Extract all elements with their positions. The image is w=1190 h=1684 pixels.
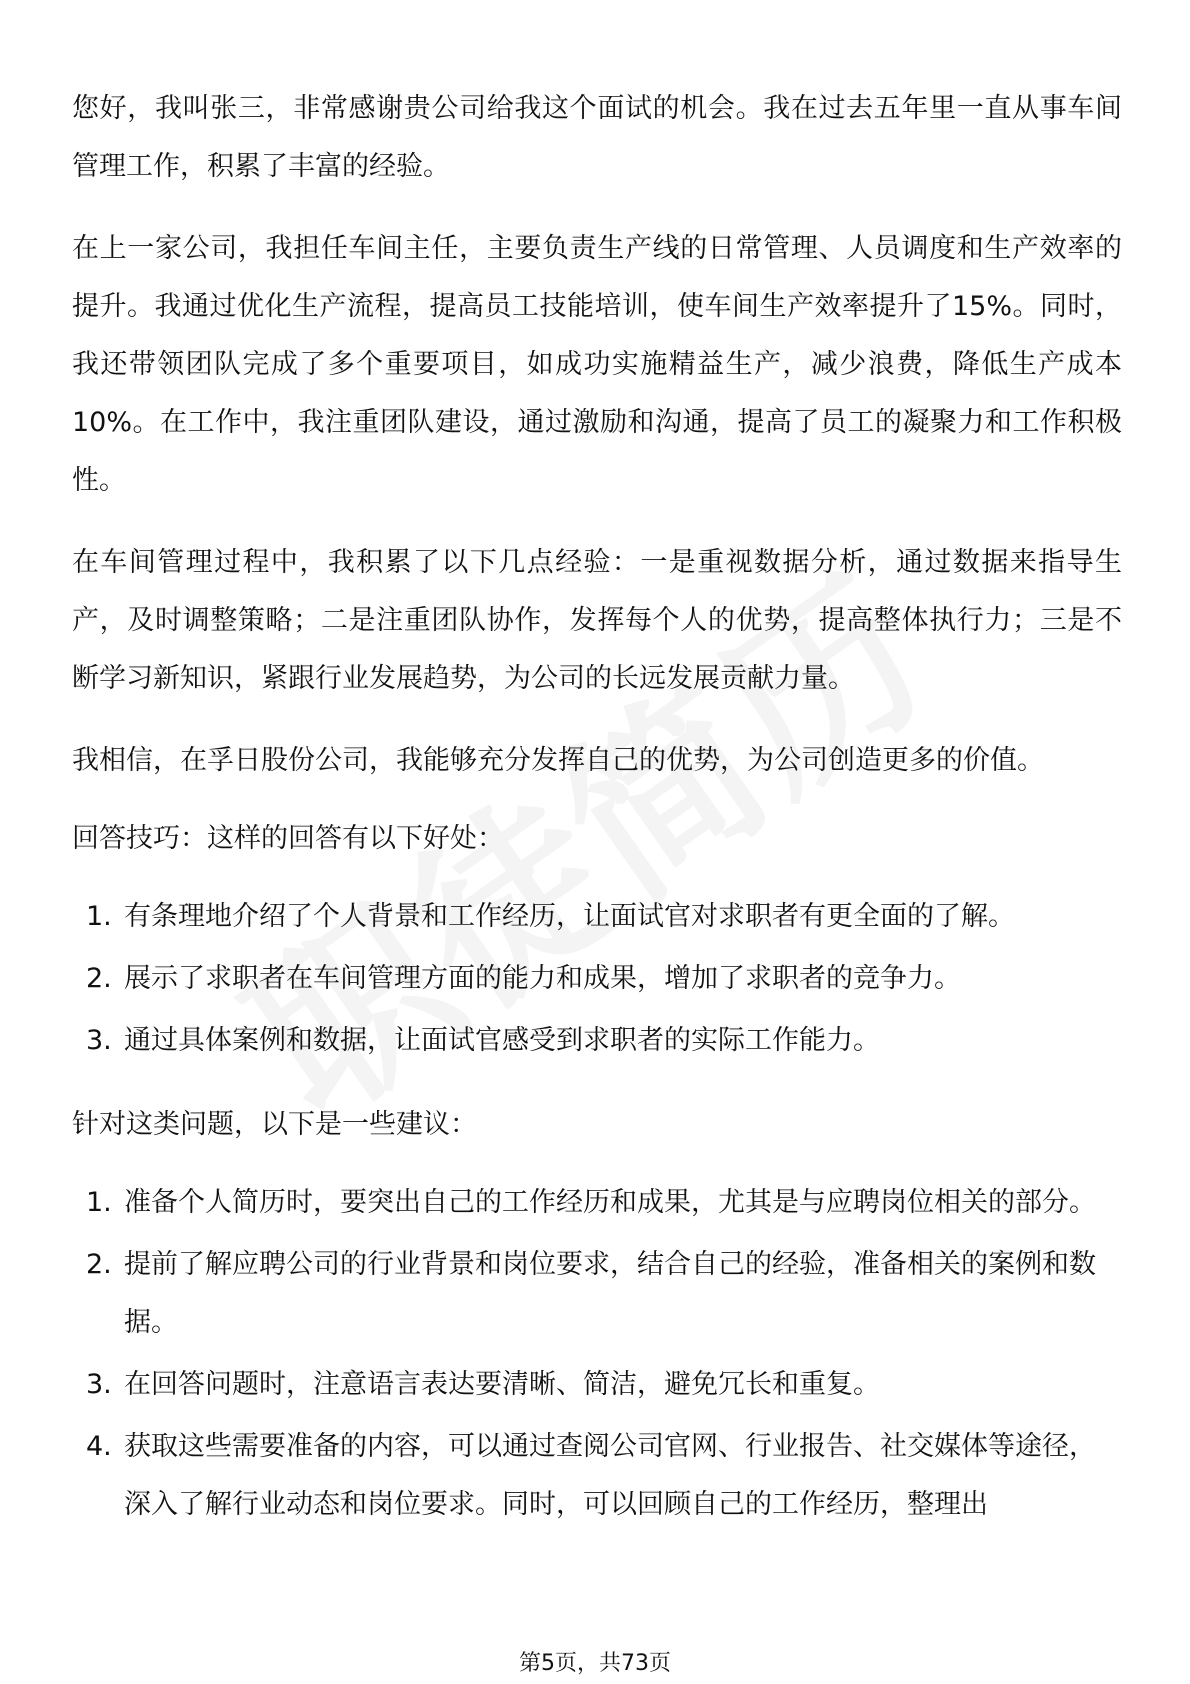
list-number: 2. (86, 1249, 112, 1280)
list-number: 4. (86, 1431, 112, 1462)
list-text: 有条理地介绍了个人背景和工作经历，让面试官对求职者有更全面的了解。 (124, 901, 1015, 932)
page-footer: 第5页，共73页 (519, 1651, 671, 1676)
list-text: 提前了解应聘公司的行业背景和岗位要求，结合自己的经验，准备相关的案例和数据。 (124, 1249, 1096, 1338)
tips-heading: 回答技巧：这样的回答有以下好处： (72, 823, 504, 854)
advice-heading: 针对这类问题，以下是一些建议： (72, 1109, 477, 1140)
list-number: 3. (86, 1025, 112, 1056)
advice-list (72, 1174, 1122, 1534)
list-number: 3. (86, 1369, 112, 1400)
lessons-paragraph: 在车间管理过程中，我积累了以下几点经验：一是重视数据分析，通过数据来指导生产，及时调整策略；二是注重团队协作，发挥每个人的优势，提高整体执行力；三是不断学习新知识，紧跟行业发展趋势，为公司的长远发展贡献力量。 (72, 547, 1122, 694)
list-item (72, 1356, 1122, 1414)
list-item (72, 1174, 1122, 1232)
list-item (72, 1418, 1122, 1534)
list-text: 通过具体案例和数据，让面试官感受到求职者的实际工作能力。 (124, 1025, 880, 1056)
intro-paragraph: 您好，我叫张三，非常感谢贵公司给我这个面试的机会。我在过去五年里一直从事车间管理工作，积累了丰富的经验。 (72, 93, 1122, 182)
list-item (72, 1236, 1122, 1352)
document-body (72, 80, 1122, 1560)
closing-paragraph: 我相信，在孚日股份公司，我能够充分发挥自己的优势，为公司创造更多的价值。 (72, 745, 1044, 776)
list-text: 在回答问题时，注意语言表达要清晰、简洁，避免冗长和重复。 (124, 1369, 880, 1400)
list-number: 1. (86, 1187, 112, 1218)
list-item (72, 888, 1122, 946)
list-number: 1. (86, 901, 112, 932)
list-item (72, 950, 1122, 1008)
list-text: 准备个人简历时，要突出自己的工作经历和成果，尤其是与应聘岗位相关的部分。 (124, 1187, 1096, 1218)
list-text: 展示了求职者在车间管理方面的能力和成果，增加了求职者的竞争力。 (124, 963, 961, 994)
tips-list (72, 888, 1122, 1070)
list-number: 2. (86, 963, 112, 994)
experience-paragraph: 在上一家公司，我担任车间主任，主要负责生产线的日常管理、人员调度和生产效率的提升。我通过优化生产流程，提高员工技能培训，使车间生产效率提升了15%。同时，我还带领团队完成了多个重要项目，如成功实施精益生产，减少浪费，降低生产成本10%。在工作中，我注重团队建设，通过激励和沟通，提高了员工的凝聚力和工作积极性。 (72, 233, 1122, 496)
list-text: 获取这些需要准备的内容，可以通过查阅公司官网、行业报告、社交媒体等途径，深入了解行业动态和岗位要求。同时，可以回顾自己的工作经历，整理出 (124, 1431, 1096, 1520)
list-item (72, 1012, 1122, 1070)
